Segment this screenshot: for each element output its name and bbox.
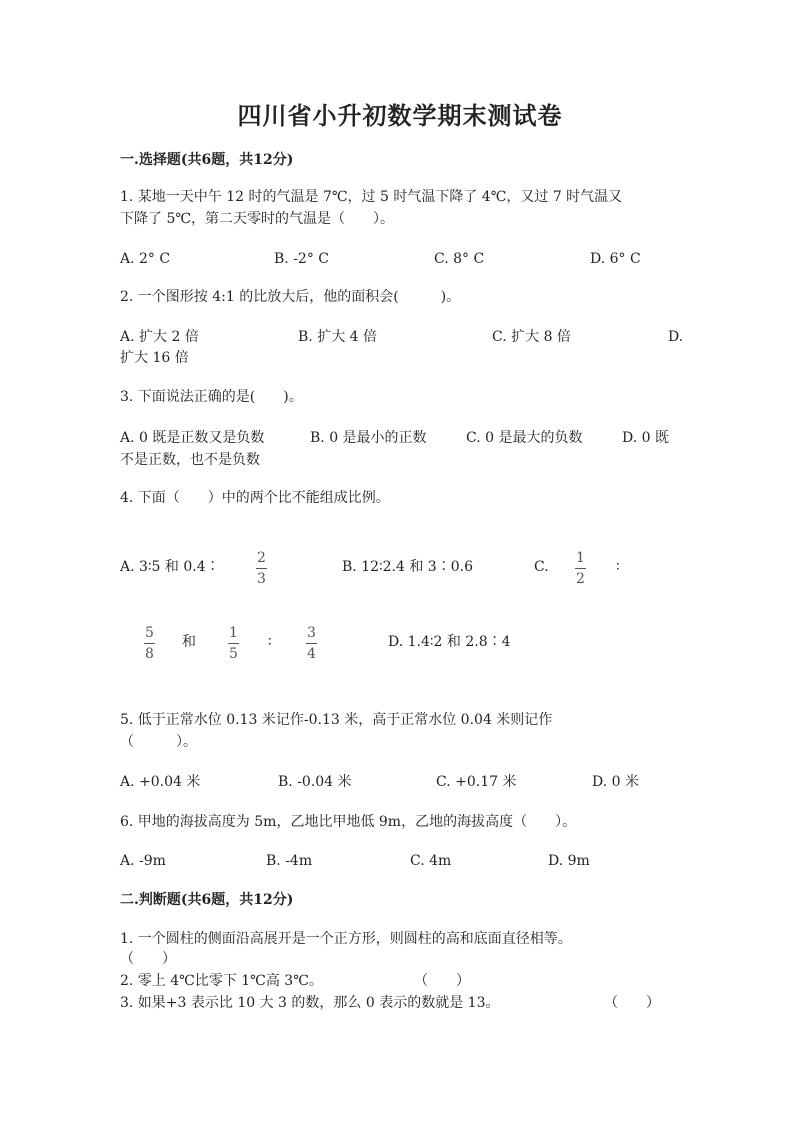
q2-option-a[interactable]: A. 扩大 2 倍: [120, 329, 199, 345]
q5-option-a[interactable]: A. +0.04 米: [120, 774, 201, 790]
q5-option-c[interactable]: C. +0.17 米: [436, 774, 517, 790]
q1-option-a[interactable]: A. 2° C: [120, 251, 171, 267]
fraction-bar: [256, 568, 267, 569]
fraction-denominator: 4: [307, 646, 316, 662]
section-heading-choice: 一.选择题(共6题，共12分): [120, 152, 294, 168]
section-heading-true-false: 二.判断题(共6题，共12分): [120, 892, 294, 908]
fraction-bar: [575, 568, 586, 569]
tf-question-3-answer-blank[interactable]: （ ）: [604, 995, 660, 1011]
tf-question-1-line-1: 1. 一个圆柱的侧面沿高展开是一个正方形，则圆柱的高和底面直径相等。: [120, 931, 572, 947]
question-4-line-1: 4. 下面（ ）中的两个比不能组成比例。: [120, 490, 390, 506]
conjunction-and: 和: [182, 634, 196, 650]
q6-option-d[interactable]: D. 9m: [548, 853, 590, 869]
fraction-denominator: 3: [257, 571, 266, 587]
q4-option-c-label[interactable]: C.: [534, 559, 549, 575]
question-1-line-2: 下降了 5℃，第二天零时的气温是（ ）。: [120, 211, 395, 227]
fraction-numerator: 3: [307, 625, 316, 641]
tf-question-3: 3. 如果+3 表示比 10 大 3 的数，那么 0 表示的数就是 13。: [120, 995, 500, 1011]
q4-option-c-fraction-1: [575, 550, 586, 587]
ratio-colon: ∶: [616, 559, 620, 575]
fraction-denominator: 5: [229, 646, 238, 662]
q2-option-d[interactable]: D.: [668, 329, 684, 345]
q1-option-d[interactable]: D. 6° C: [590, 251, 641, 267]
q3-option-d-continued: 不是正数，也不是负数: [120, 452, 260, 468]
q2-option-b[interactable]: B. 扩大 4 倍: [298, 329, 377, 345]
q1-option-c[interactable]: C. 8° C: [434, 251, 485, 267]
q4-option-a-text[interactable]: A. 3∶5 和 0.4∶: [120, 559, 220, 575]
q5-option-b[interactable]: B. -0.04 米: [278, 774, 352, 790]
fraction-bar: [228, 643, 239, 644]
q6-option-b[interactable]: B. -4m: [266, 853, 313, 869]
q2-option-c[interactable]: C. 扩大 8 倍: [492, 329, 571, 345]
question-1-line-1: 1. 某地一天中午 12 时的气温是 7℃，过 5 时气温下降了 4℃，又过 7 时气温又: [120, 189, 623, 205]
fraction-denominator: 8: [145, 646, 154, 662]
q3-option-b[interactable]: B. 0 是最小的正数: [310, 430, 427, 446]
question-5-line-1: 5. 低于正常水位 0.13 米记作-0.13 米，高于正常水位 0.04 米则记作: [120, 712, 553, 728]
tf-question-1-answer-blank[interactable]: （ ）: [120, 951, 176, 967]
q5-option-d[interactable]: D. 0 米: [592, 774, 639, 790]
fraction-numerator: 2: [257, 550, 266, 566]
question-2-line-1: 2. 一个图形按 4:1 的比放大后，他的面积会( )。: [120, 289, 461, 305]
q6-option-c[interactable]: C. 4m: [410, 853, 452, 869]
page-title: 四川省小升初数学期末测试卷: [237, 101, 563, 130]
question-3-line-1: 3. 下面说法正确的是( )。: [120, 389, 303, 405]
fraction-numerator: 1: [229, 625, 238, 641]
fraction-bar: [144, 643, 155, 644]
q4-option-d[interactable]: D. 1.4∶2 和 2.8∶4: [388, 634, 511, 650]
q3-option-c[interactable]: C. 0 是最大的负数: [466, 430, 583, 446]
q4-option-a-fraction: [256, 550, 267, 587]
q4-option-c-fraction-3: [228, 625, 239, 662]
tf-question-2-answer-blank[interactable]: （ ）: [414, 973, 470, 989]
question-5-line-2: （ ）。: [120, 734, 197, 750]
fraction-bar: [306, 643, 317, 644]
q4-option-c-fraction-2: [144, 625, 155, 662]
q4-option-c-fraction-4: [306, 625, 317, 662]
fraction-numerator: 5: [145, 625, 154, 641]
tf-question-2: 2. 零上 4℃比零下 1℃高 3℃。: [120, 973, 323, 989]
q2-option-d-continued: 扩大 16 倍: [120, 350, 189, 366]
q3-option-a[interactable]: A. 0 既是正数又是负数: [120, 430, 265, 446]
fraction-denominator: 2: [576, 571, 585, 587]
ratio-colon: ∶: [268, 634, 272, 650]
q3-option-d[interactable]: D. 0 既: [622, 430, 669, 446]
question-6-line-1: 6. 甲地的海拔高度为 5m，乙地比甲地低 9m，乙地的海拔高度（ ）。: [120, 814, 577, 830]
q4-option-b[interactable]: B. 12∶2.4 和 3∶0.6: [342, 559, 473, 575]
q1-option-b[interactable]: B. -2° C: [274, 251, 329, 267]
q6-option-a[interactable]: A. -9m: [120, 853, 166, 869]
fraction-numerator: 1: [576, 550, 585, 566]
